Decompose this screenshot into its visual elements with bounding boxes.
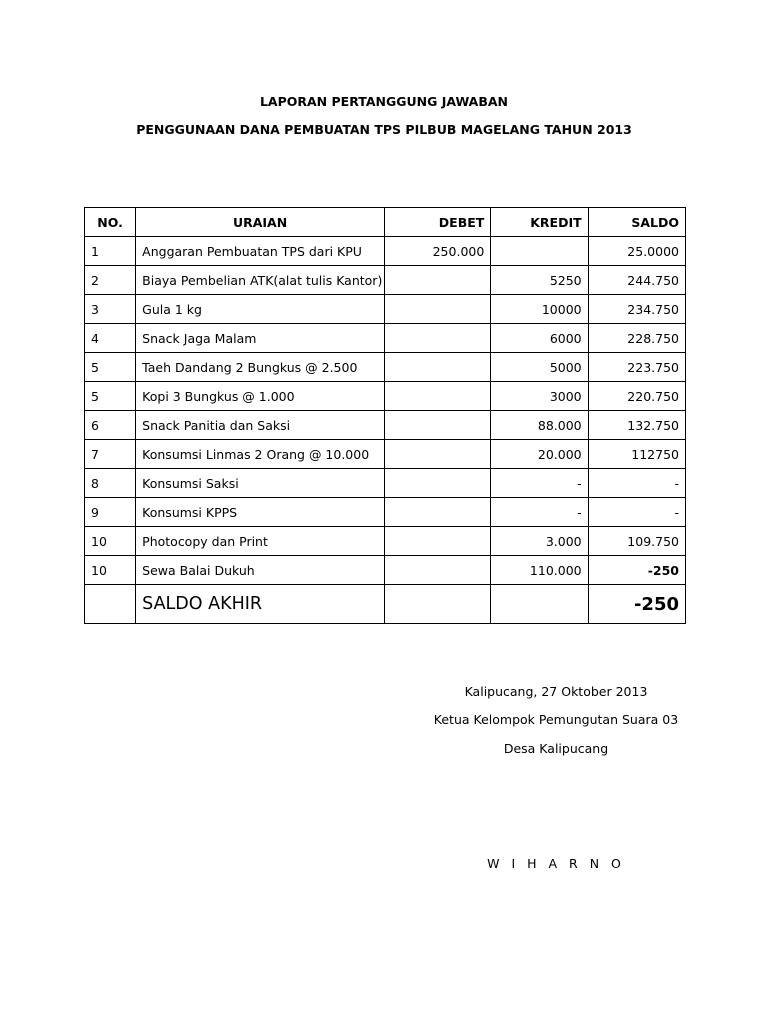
cell-saldo: 132.750: [588, 411, 685, 440]
cell-uraian: Konsumsi Saksi: [136, 469, 385, 498]
cell-saldo: 223.750: [588, 353, 685, 382]
final-balance-label: SALDO AKHIR: [136, 585, 385, 624]
cell-no: 2: [85, 266, 136, 295]
cell-kredit: [491, 585, 588, 624]
header-debet: DEBET: [384, 208, 490, 237]
cell-debet: [384, 382, 490, 411]
cell-kredit: [491, 237, 588, 266]
cell-saldo: -: [588, 498, 685, 527]
cell-saldo: 234.750: [588, 295, 685, 324]
cell-saldo: -: [588, 469, 685, 498]
signature-position: Ketua Kelompok Pemungutan Suara 03: [433, 712, 679, 727]
cell-debet: [384, 527, 490, 556]
cell-debet: [384, 498, 490, 527]
header-saldo: SALDO: [588, 208, 685, 237]
table-row: [85, 556, 686, 585]
table-row: [85, 295, 686, 324]
table-row: [85, 498, 686, 527]
cell-kredit: 10000: [491, 295, 588, 324]
cell-debet: [384, 469, 490, 498]
cell-uraian: Taeh Dandang 2 Bungkus @ 2.500: [136, 353, 385, 382]
cell-kredit: 88.000: [491, 411, 588, 440]
cell-kredit: 5250: [491, 266, 588, 295]
cell-no: 4: [85, 324, 136, 353]
cell-debet: [384, 324, 490, 353]
cell-uraian: Anggaran Pembuatan TPS dari KPU: [136, 237, 385, 266]
cell-saldo: 112750: [588, 440, 685, 469]
cell-kredit: 5000: [491, 353, 588, 382]
table-row: [85, 411, 686, 440]
cell-debet: [384, 440, 490, 469]
header-kredit: KREDIT: [491, 208, 588, 237]
cell-debet: [384, 411, 490, 440]
cell-debet: [384, 585, 490, 624]
cell-uraian: Snack Panitia dan Saksi: [136, 411, 385, 440]
cell-uraian: Sewa Balai Dukuh: [136, 556, 385, 585]
cell-no: 6: [85, 411, 136, 440]
table-row: [85, 440, 686, 469]
cell-uraian: Konsumsi KPPS: [136, 498, 385, 527]
cell-kredit: 3000: [491, 382, 588, 411]
header-no: NO.: [85, 208, 136, 237]
cell-uraian: Biaya Pembelian ATK(alat tulis Kantor): [136, 266, 385, 295]
cell-debet: [384, 295, 490, 324]
signature-place-date: Kalipucang, 27 Oktober 2013: [464, 684, 648, 699]
cell-no: 10: [85, 527, 136, 556]
cell-no: 5: [85, 382, 136, 411]
report-subtitle: PENGGUNAAN DANA PEMBUATAN TPS PILBUB MAGELANG TAHUN 2013: [136, 122, 632, 137]
cell-debet: [384, 556, 490, 585]
cell-uraian: Gula 1 kg: [136, 295, 385, 324]
table-row: [85, 324, 686, 353]
cell-saldo: 220.750: [588, 382, 685, 411]
cell-uraian: Snack Jaga Malam: [136, 324, 385, 353]
signature-village: Desa Kalipucang: [503, 741, 609, 756]
expense-table: [84, 207, 686, 624]
cell-uraian: Kopi 3 Bungkus @ 1.000: [136, 382, 385, 411]
final-balance-value: -250: [588, 585, 685, 624]
cell-kredit: -: [491, 498, 588, 527]
header-uraian: URAIAN: [136, 208, 385, 237]
table-row: [85, 266, 686, 295]
cell-no: 9: [85, 498, 136, 527]
table-row: [85, 469, 686, 498]
cell-uraian: Photocopy dan Print: [136, 527, 385, 556]
signature-name: W I H A R N O: [487, 856, 625, 871]
cell-no: 8: [85, 469, 136, 498]
cell-kredit: 3.000: [491, 527, 588, 556]
cell-uraian: Konsumsi Linmas 2 Orang @ 10.000: [136, 440, 385, 469]
cell-saldo: 25.0000: [588, 237, 685, 266]
cell-kredit: 110.000: [491, 556, 588, 585]
cell-kredit: 20.000: [491, 440, 588, 469]
cell-no: 3: [85, 295, 136, 324]
table-row: [85, 382, 686, 411]
cell-debet: 250.000: [384, 237, 490, 266]
table-header-row: [85, 208, 686, 237]
cell-kredit: 6000: [491, 324, 588, 353]
table-row: [85, 527, 686, 556]
cell-saldo: 244.750: [588, 266, 685, 295]
table-row: [85, 237, 686, 266]
report-title: LAPORAN PERTANGGUNG JAWABAN: [259, 94, 509, 109]
cell-no: 5: [85, 353, 136, 382]
cell-kredit: -: [491, 469, 588, 498]
cell-no: 1: [85, 237, 136, 266]
cell-saldo: 109.750: [588, 527, 685, 556]
table-row: [85, 353, 686, 382]
cell-saldo: -250: [588, 556, 685, 585]
cell-no: [85, 585, 136, 624]
cell-saldo: 228.750: [588, 324, 685, 353]
cell-no: 10: [85, 556, 136, 585]
cell-debet: [384, 353, 490, 382]
cell-debet: [384, 266, 490, 295]
cell-no: 7: [85, 440, 136, 469]
final-balance-row: [85, 585, 686, 624]
